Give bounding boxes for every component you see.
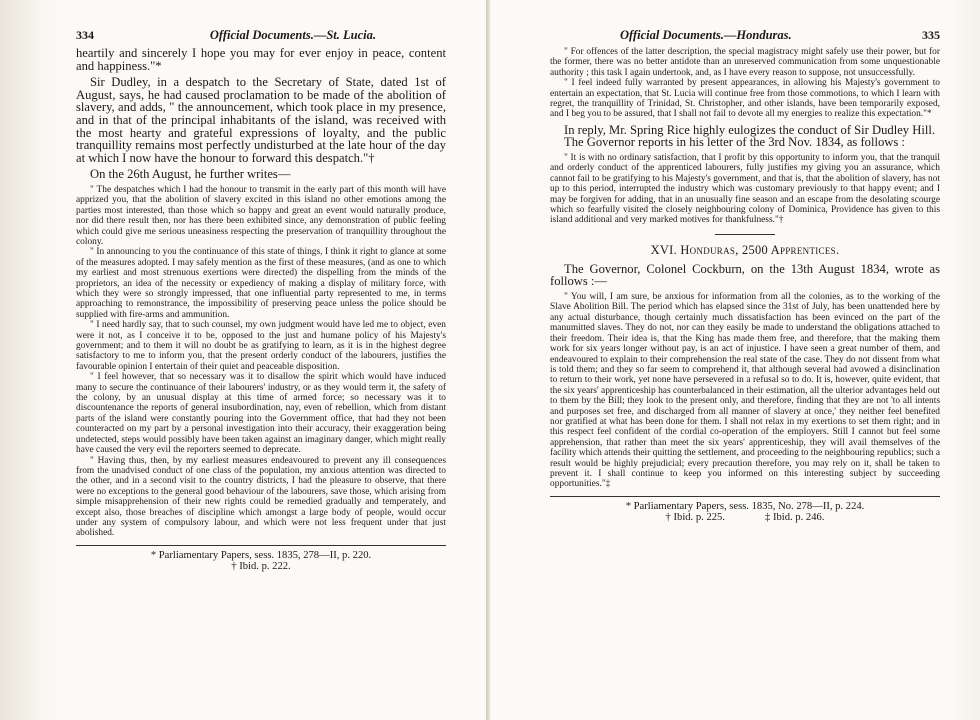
right-para-reply: In reply, Mr. Spring Rice highly eulogizes the conduct of Sir Dudley Hill. xyxy=(564,122,935,137)
left-quote-2: " In announcing to you the continuance of this state of things, I think it right to glance at some of the measures adopted. I may safely mention as the first of these measures, (and as one to which my earliest and most strenuous exertions were directed) the dispelling from the minds of the proprietors, an idea of the necessity or expediency of making a display of military force, with which they were so strongly impressed, that one influential party represented to me, in terms approaching to remonstrance, the impossibility of preserving peace unless the police should be supplied with fire-arms and ammunition. xyxy=(76,247,446,320)
right-running-head xyxy=(550,28,940,43)
right-para-cockburn: The Governor, Colonel Cockburn, on the 13th August 1834, wrote as follows :— xyxy=(550,261,940,289)
left-para-carry: heartily and sincerely I hope you may for ever enjoy in peace, content and happiness."* xyxy=(76,46,446,73)
right-quote-carry-1: " For offences of the latter description, the special magistracy might safely use their power, but for the former, there was no better antidote than an unreserved communication from some unquestionable authority ; this task I again undertook, and, as I have every reason to suppose, not unsuccessfully. xyxy=(550,47,940,78)
right-quote-nov: " It is with no ordinary satisfaction, that I profit by this opportunity to inform you, that the tranquil and orderly conduct of the apprenticed labourers, fully justifies my giving you an assurance, which cannot fail to be gratifying to his Majesty's government, and that is, that the abolition of slavery, has not up to this period, interrupted the industry which was customary previously to that happy event; and I may be forgiven for adding, that in an unusually fine season and an escape from the desolating scourge which so fearfully visited the closely neighbouring colony of Dominica, Providence has given to this island additional and very marked motives for thankfulness."† xyxy=(550,153,940,226)
section-heading-text: XVI. Honduras, 2500 Apprentices. xyxy=(650,242,840,257)
right-body-2 xyxy=(550,263,940,490)
right-quote-carry-2: " I feel indeed fully warranted by present appearances, in allowing his Majesty's government to entertain an expectation, that St. Lucia will continue free from those commotions, to which I learn with regret, the tranquillity of Trinidad, St. Christopher, and other islands, have been temporarily exposed, and I beg you to be assured, that I shall not fail to devote all my energies to realize this expectation."* xyxy=(550,78,940,120)
left-footnote-2: † Ibid. p. 222. xyxy=(231,561,291,573)
left-quote-1: " The despatches which I had the honour to transmit in the early part of this month will have apprized you, that the abolition of slavery excited in this island no other emotions among the parties most interested, than those which so happy and great an event would naturally produce, nor did there result then, nor has there been exhibited since, any demonstration of public feeling which could give me serious uneasiness respecting the preservation of tranquillity throughout the colony. xyxy=(76,184,446,247)
left-quote-5: " Having thus, then, by my earliest measures endeavoured to prevent any ill consequences from the unadvised conduct of one class of the population, my anxious attention was directed to the other, and in a second visit to the country districts, I had the pleasure to observe, that there were no exceptions to the general good behaviour of the labourers, save those, which arising from simple misapprehension of their new rights could be remedied gradually and temperately, and except also, those breaches of discipline which amongst a large body of people, would occur under any system of compulsory labour, and which were not less frequent under that just abolished. xyxy=(76,455,446,539)
left-quote-3: " I need hardly say, that to such counsel, my own judgment would have led me to object, even were it not, as I conceive it to be, opposed to the just and humane policy of his Majesty's government; and to them it will no doubt be as gratifying to learn, as it is in the highest degree satisfactory to me to inform you, that the present orderly conduct of the labourers, justifies the favourable opinion I entertain of their quiet and peaceable disposition. xyxy=(76,320,446,372)
left-quote-4: " I feel however, that so necessary was it to disallow the spirit which would have induced many to secure the continuance of their labourers' industry, or as they would term it, the safety of the colony, by an unusual display at this time of armed force; so necessary was it to discountenance the reports of general insubordination, nay, even of rebellion, which from distant parts of the island were constantly pouring into the Government office, that had they not been counteracted on my part by a personal investigation into their accuracy, their exaggeration being undetected, steps would possibly have been taken against an imaginary danger, which might really have caused the very evil the reporters seemed to deprecate. xyxy=(76,372,446,456)
left-running-title: Official Documents.—St. Lucia. xyxy=(209,28,376,42)
left-page-number: 334 xyxy=(76,28,94,42)
left-footnote-1: * Parliamentary Papers, sess. 1835, 278—II, p. 220. xyxy=(150,549,372,561)
right-page-number: 335 xyxy=(922,28,940,42)
section-divider xyxy=(715,234,775,235)
left-footnotes xyxy=(76,550,446,573)
right-running-title: Official Documents.—Honduras. xyxy=(620,28,792,42)
right-footnote-rule xyxy=(550,496,940,497)
right-footnote-1: * Parliamentary Papers, sess. 1835, No. 278—II, p. 224. xyxy=(625,500,865,512)
right-footnote-row xyxy=(550,512,940,524)
right-quote-cockburn: " You will, I am sure, be anxious for information from all the colonies, as to the working of the Slave Abolition Bill. The period which has elapsed since the 31st of July, has been unattended here by any actual disturbance, though certainly much dissatisfaction has been evinced on the part of the manumitted slaves. They do not, nor can they easily be made to understand the obligations attached to their freedom. Their idea is, that the King has made them free, and therefore, that the making them work for six years longer without pay, is an act of injustice. I have seen a great number of them, and endeavoured to explain to their comprehension the real state of the case. They do not dissent from what is told them; and they so far seem to comprehend it, that although several had avowed a disinclination to return to their work, yet none have persevered in a refusal so to do. It is, however, quite evident, that the six years' apprenticeship has counterbalanced in their estimation, all the ulterior advantages held out to them by the Bill; they look to the present only, and therefore, finding that they are not 'to all intents and purposes set free, and discharged from all manner of slavery at once,' they neither feel benefited nor gratified at what has been done for them. I shall not relax in my exertions to set them right; and in this respect feel confident of the cordial co-operation of the employers. Still I cannot but feel some apprehension, that rather than meet the six years' apprenticeship, they will avail themselves of the facility which attends their quitting the settlement, and proceeding to the neighbouring republics; such a result would be highly prejudicial; every precaution therefore, you may rely on it, shall be taken to prevent it. I shall continue to keep you informed on this interesting subject by succeeding opportunities."‡ xyxy=(550,292,940,490)
left-para-26th: On the 26th August, he further writes— xyxy=(90,167,291,182)
right-body xyxy=(550,47,940,226)
right-page xyxy=(490,0,980,720)
left-para-dudley: Sir Dudley, in a despatch to the Secretary of State, dated 1st of August, says, he had caused proclamation to be made of the abolition of slavery, and adds, " the announcement, which took place in my presence, and in that of the principal inhabitants of the island, was received with the most hearty and grateful expressions of loyalty, and the public tranquillity remains most perfectly undisturbed at the late hour of the day at which I now have the honour to forward this despatch."† xyxy=(76,75,446,165)
right-para-governor: The Governor reports in his letter of the 3rd Nov. 1834, as follows : xyxy=(564,135,905,150)
right-footnotes xyxy=(550,501,940,524)
left-body xyxy=(76,47,446,539)
section-heading xyxy=(550,243,940,258)
right-footnote-2: † Ibid. p. 225. xyxy=(665,512,725,524)
left-footnote-rule xyxy=(76,545,446,546)
right-footnote-3: ‡ Ibid. p. 246. xyxy=(765,512,825,524)
left-running-head xyxy=(76,28,446,43)
